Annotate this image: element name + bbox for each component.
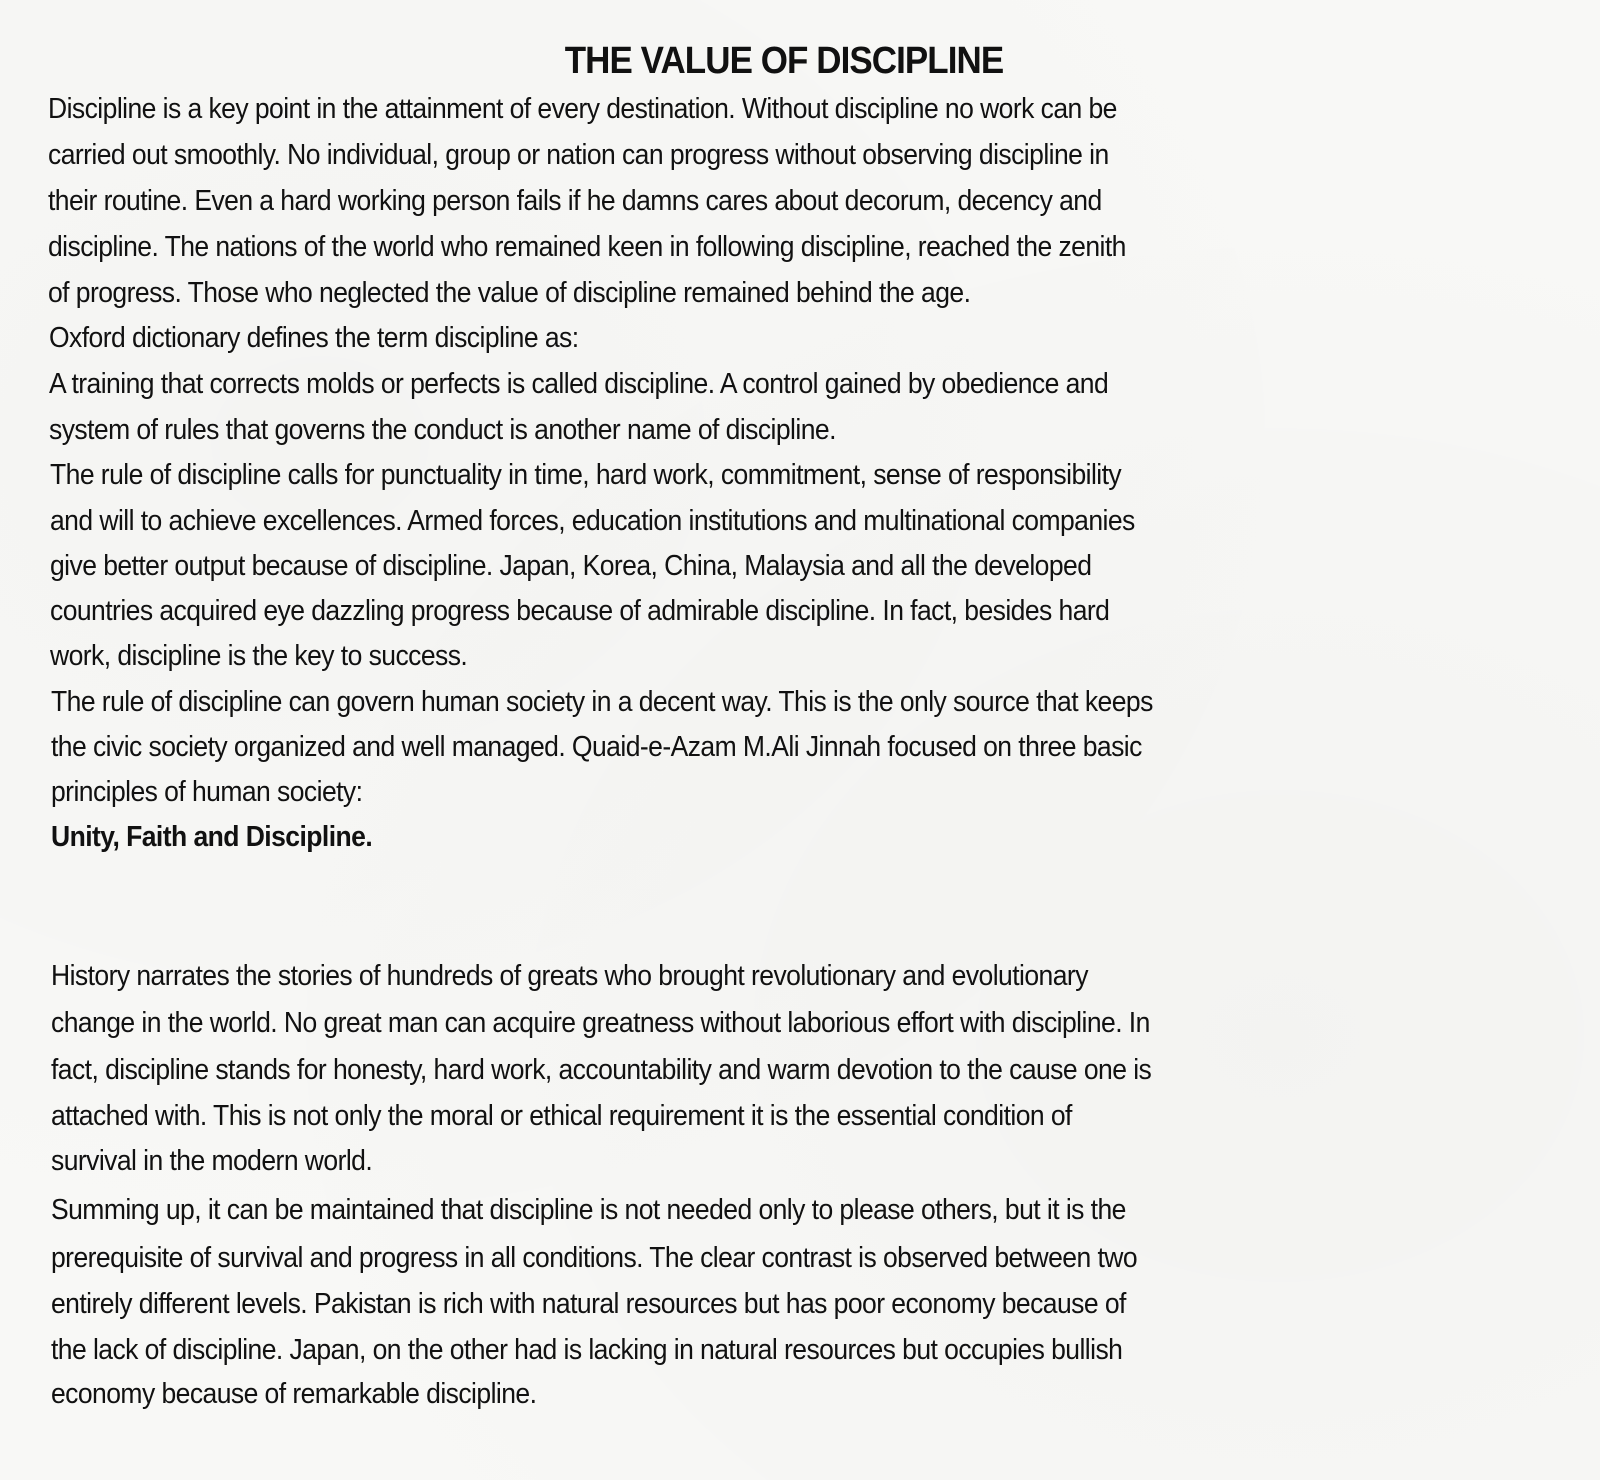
text-line: attached with. This is not only the moral or ethical requirement it is the essential condition of — [51, 1100, 1072, 1132]
text-line: economy because of remarkable discipline. — [51, 1378, 537, 1410]
text-line: survival in the modern world. — [51, 1145, 373, 1177]
text-line: of progress. Those who neglected the value of discipline remained behind the age. — [48, 277, 971, 309]
text-line: prerequisite of survival and progress in all conditions. The clear contrast is observed between two — [51, 1242, 1138, 1274]
page-title: THE VALUE OF DISCIPLINE — [564, 40, 1004, 82]
text-line: countries acquired eye dazzling progress because of admirable discipline. In fact, besides hard — [50, 595, 1110, 627]
text-line: The rule of discipline calls for punctuality in time, hard work, commitment, sense of responsibility — [50, 459, 1122, 491]
text-line: The rule of discipline can govern human society in a decent way. This is the only source that keeps — [51, 686, 1153, 718]
emphasis-line: Unity, Faith and Discipline. — [51, 821, 373, 853]
text-line: carried out smoothly. No individual, group or nation can progress without observing discipline in — [48, 139, 1109, 171]
text-line: fact, discipline stands for honesty, hard work, accountability and warm devotion to the cause one is — [51, 1054, 1152, 1086]
text-line: discipline. The nations of the world who remained keen in following discipline, reached the zenith — [48, 231, 1126, 263]
text-line: the lack of discipline. Japan, on the other had is lacking in natural resources but occupies bullish — [51, 1334, 1123, 1366]
text-line: the civic society organized and well managed. Quaid-e-Azam M.Ali Jinnah focused on three basic — [51, 731, 1142, 763]
text-line: A training that corrects molds or perfects is called discipline. A control gained by obedience and — [49, 368, 1109, 400]
text-line: and will to achieve excellences. Armed forces, education institutions and multinational companies — [50, 505, 1135, 537]
text-line: principles of human society: — [51, 776, 363, 808]
text-line: change in the world. No great man can acquire greatness without laborious effort with discipline. In — [51, 1007, 1150, 1039]
text-line: Summing up, it can be maintained that discipline is not needed only to please others, but it is the — [51, 1194, 1126, 1226]
text-line: work, discipline is the key to success. — [50, 640, 468, 672]
text-line: their routine. Even a hard working person fails if he damns cares about decorum, decency and — [48, 185, 1102, 217]
text-line: History narrates the stories of hundreds of greats who brought revolutionary and evolutionary — [51, 960, 1088, 992]
text-line: Discipline is a key point in the attainment of every destination. Without discipline no work can be — [48, 93, 1117, 125]
text-line: entirely different levels. Pakistan is rich with natural resources but has poor economy because of — [51, 1288, 1126, 1320]
text-line: give better output because of discipline. Japan, Korea, China, Malaysia and all the developed — [50, 550, 1092, 582]
text-line: Oxford dictionary defines the term discipline as: — [49, 322, 579, 354]
text-line: system of rules that governs the conduct is another name of discipline. — [49, 414, 836, 446]
